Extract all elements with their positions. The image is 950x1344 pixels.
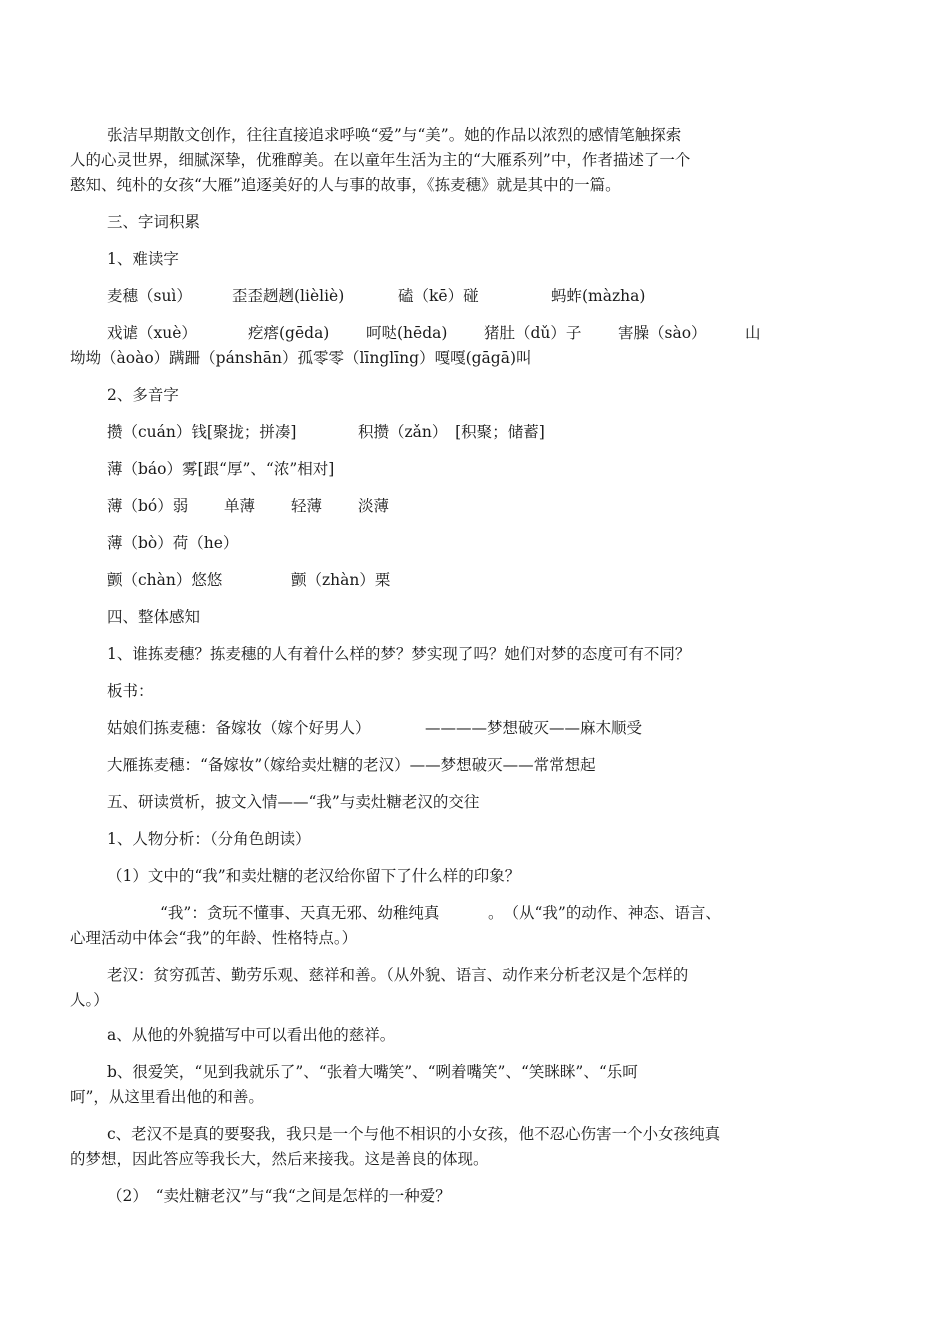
vocab-item: 蚂蚱(màzha) — [551, 287, 646, 305]
board-line: 姑娘们拣麦穗：备嫁妆（嫁个好男人） — [107, 719, 371, 737]
vocab-line: 坳坳（àoào）蹒跚（pánshān）孤零零（līnglīng）嘎嘎(gāgā)叫 — [70, 349, 532, 367]
vocab-item: 呵哒(hēda) — [366, 324, 448, 342]
question: （2） “卖灶糖老汉”与“我“之间是怎样的一种爱？ — [107, 1187, 451, 1205]
polyphone-item: 颤（chàn）悠悠 — [107, 571, 223, 589]
intro-line: 人的心灵世界，细腻深挚，优雅醇美。在以童年生活为主的“大雁系列”中，作者描述了一个 — [70, 151, 691, 169]
board-line: ————梦想破灭——麻木顺受 — [425, 719, 643, 737]
polyphone-item: 轻薄 — [291, 497, 323, 515]
vocab-item: 猪肚（dǔ）子 — [484, 324, 582, 342]
intro-line: 张洁早期散文创作，往往直接追求呼唤“爱”与“美”。她的作品以浓烈的感情笔触探索 — [107, 126, 682, 144]
polyphone-item: 薄（báo）雾[跟“厚”、“浓”相对] — [107, 460, 335, 478]
board-line: 大雁拣麦穗：“备嫁妆”（嫁给卖灶糖的老汉）——梦想破灭——常常想起 — [107, 756, 596, 774]
subsection-heading: 1、难读字 — [107, 250, 179, 268]
vocab-item: 麦穗（suì） — [107, 287, 192, 305]
vocab-item: 戏谑（xuè） — [107, 324, 197, 342]
analysis-line: 人。） — [70, 991, 109, 1009]
vocab-item: 歪歪趔趔(lièliè) — [232, 287, 345, 305]
analysis-point: a、从他的外貌描写中可以看出他的慈祥。 — [107, 1026, 396, 1044]
section-heading: 三、字词积累 — [107, 213, 201, 231]
polyphone-item: 攒（cuán）钱[聚拢；拼凑] — [107, 423, 297, 441]
polyphone-item: 积攒（zǎn） [积聚；储蓄] — [358, 423, 545, 441]
analysis-point: b、很爱笑，“见到我就乐了”、“张着大嘴笑”、“咧着嘴笑”、“笑眯眯”、“乐呵 — [107, 1063, 638, 1081]
analysis-line: 老汉：贫穷孤苦、勤劳乐观、慈祥和善。（从外貌、语言、动作来分析老汉是个怎样的 — [107, 966, 689, 984]
analysis-line: 心理活动中体会“我”的年龄、性格特点。） — [70, 929, 358, 947]
intro-line: 憨知、纯朴的女孩“大雁”追逐美好的人与事的故事，《拣麦穗》就是其中的一篇。 — [70, 176, 621, 194]
section-heading: 四、整体感知 — [107, 608, 201, 626]
vocab-item: 山 — [745, 324, 761, 342]
analysis-point: 呵”，从这里看出他的和善。 — [70, 1088, 264, 1106]
subsection-heading: 2、多音字 — [107, 386, 179, 404]
vocab-item: 害臊（sào） — [618, 324, 707, 342]
analysis-point: 的梦想，因此答应等我长大，然后来接我。这是善良的体现。 — [70, 1150, 489, 1168]
analysis-line: 。 （从“我”的动作、神态、语言、 — [488, 904, 721, 922]
board-label: 板书： — [107, 682, 154, 700]
vocab-item: 疙瘩(gēda) — [248, 324, 330, 342]
question: 1、谁拣麦穗？拣麦穗的人有着什么样的梦？梦实现了吗？她们对梦的态度可有不同？ — [107, 645, 691, 663]
polyphone-item: 淡薄 — [358, 497, 390, 515]
polyphone-item: 单薄 — [224, 497, 256, 515]
polyphone-item: 颤（zhàn）栗 — [291, 571, 391, 589]
analysis-point: c、老汉不是真的要娶我，我只是一个与他不相识的小女孩，他不忍心伤害一个小女孩纯真 — [107, 1125, 721, 1143]
polyphone-item: 薄（bó）弱 — [107, 497, 189, 515]
question: （1）文中的“我”和卖灶糖的老汉给你留下了什么样的印象？ — [107, 867, 521, 885]
subsection-heading: 1、人物分析：（分角色朗读） — [107, 830, 311, 848]
analysis-line: “我”：贪玩不懂事、天真无邪、幼稚纯真 — [160, 904, 440, 922]
polyphone-item: 薄（bò）荷（he） — [107, 534, 239, 552]
vocab-item: 磕（kē）碰 — [398, 287, 479, 305]
section-heading: 五、研读赏析，披文入情——“我”与卖灶糖老汉的交往 — [107, 793, 480, 811]
